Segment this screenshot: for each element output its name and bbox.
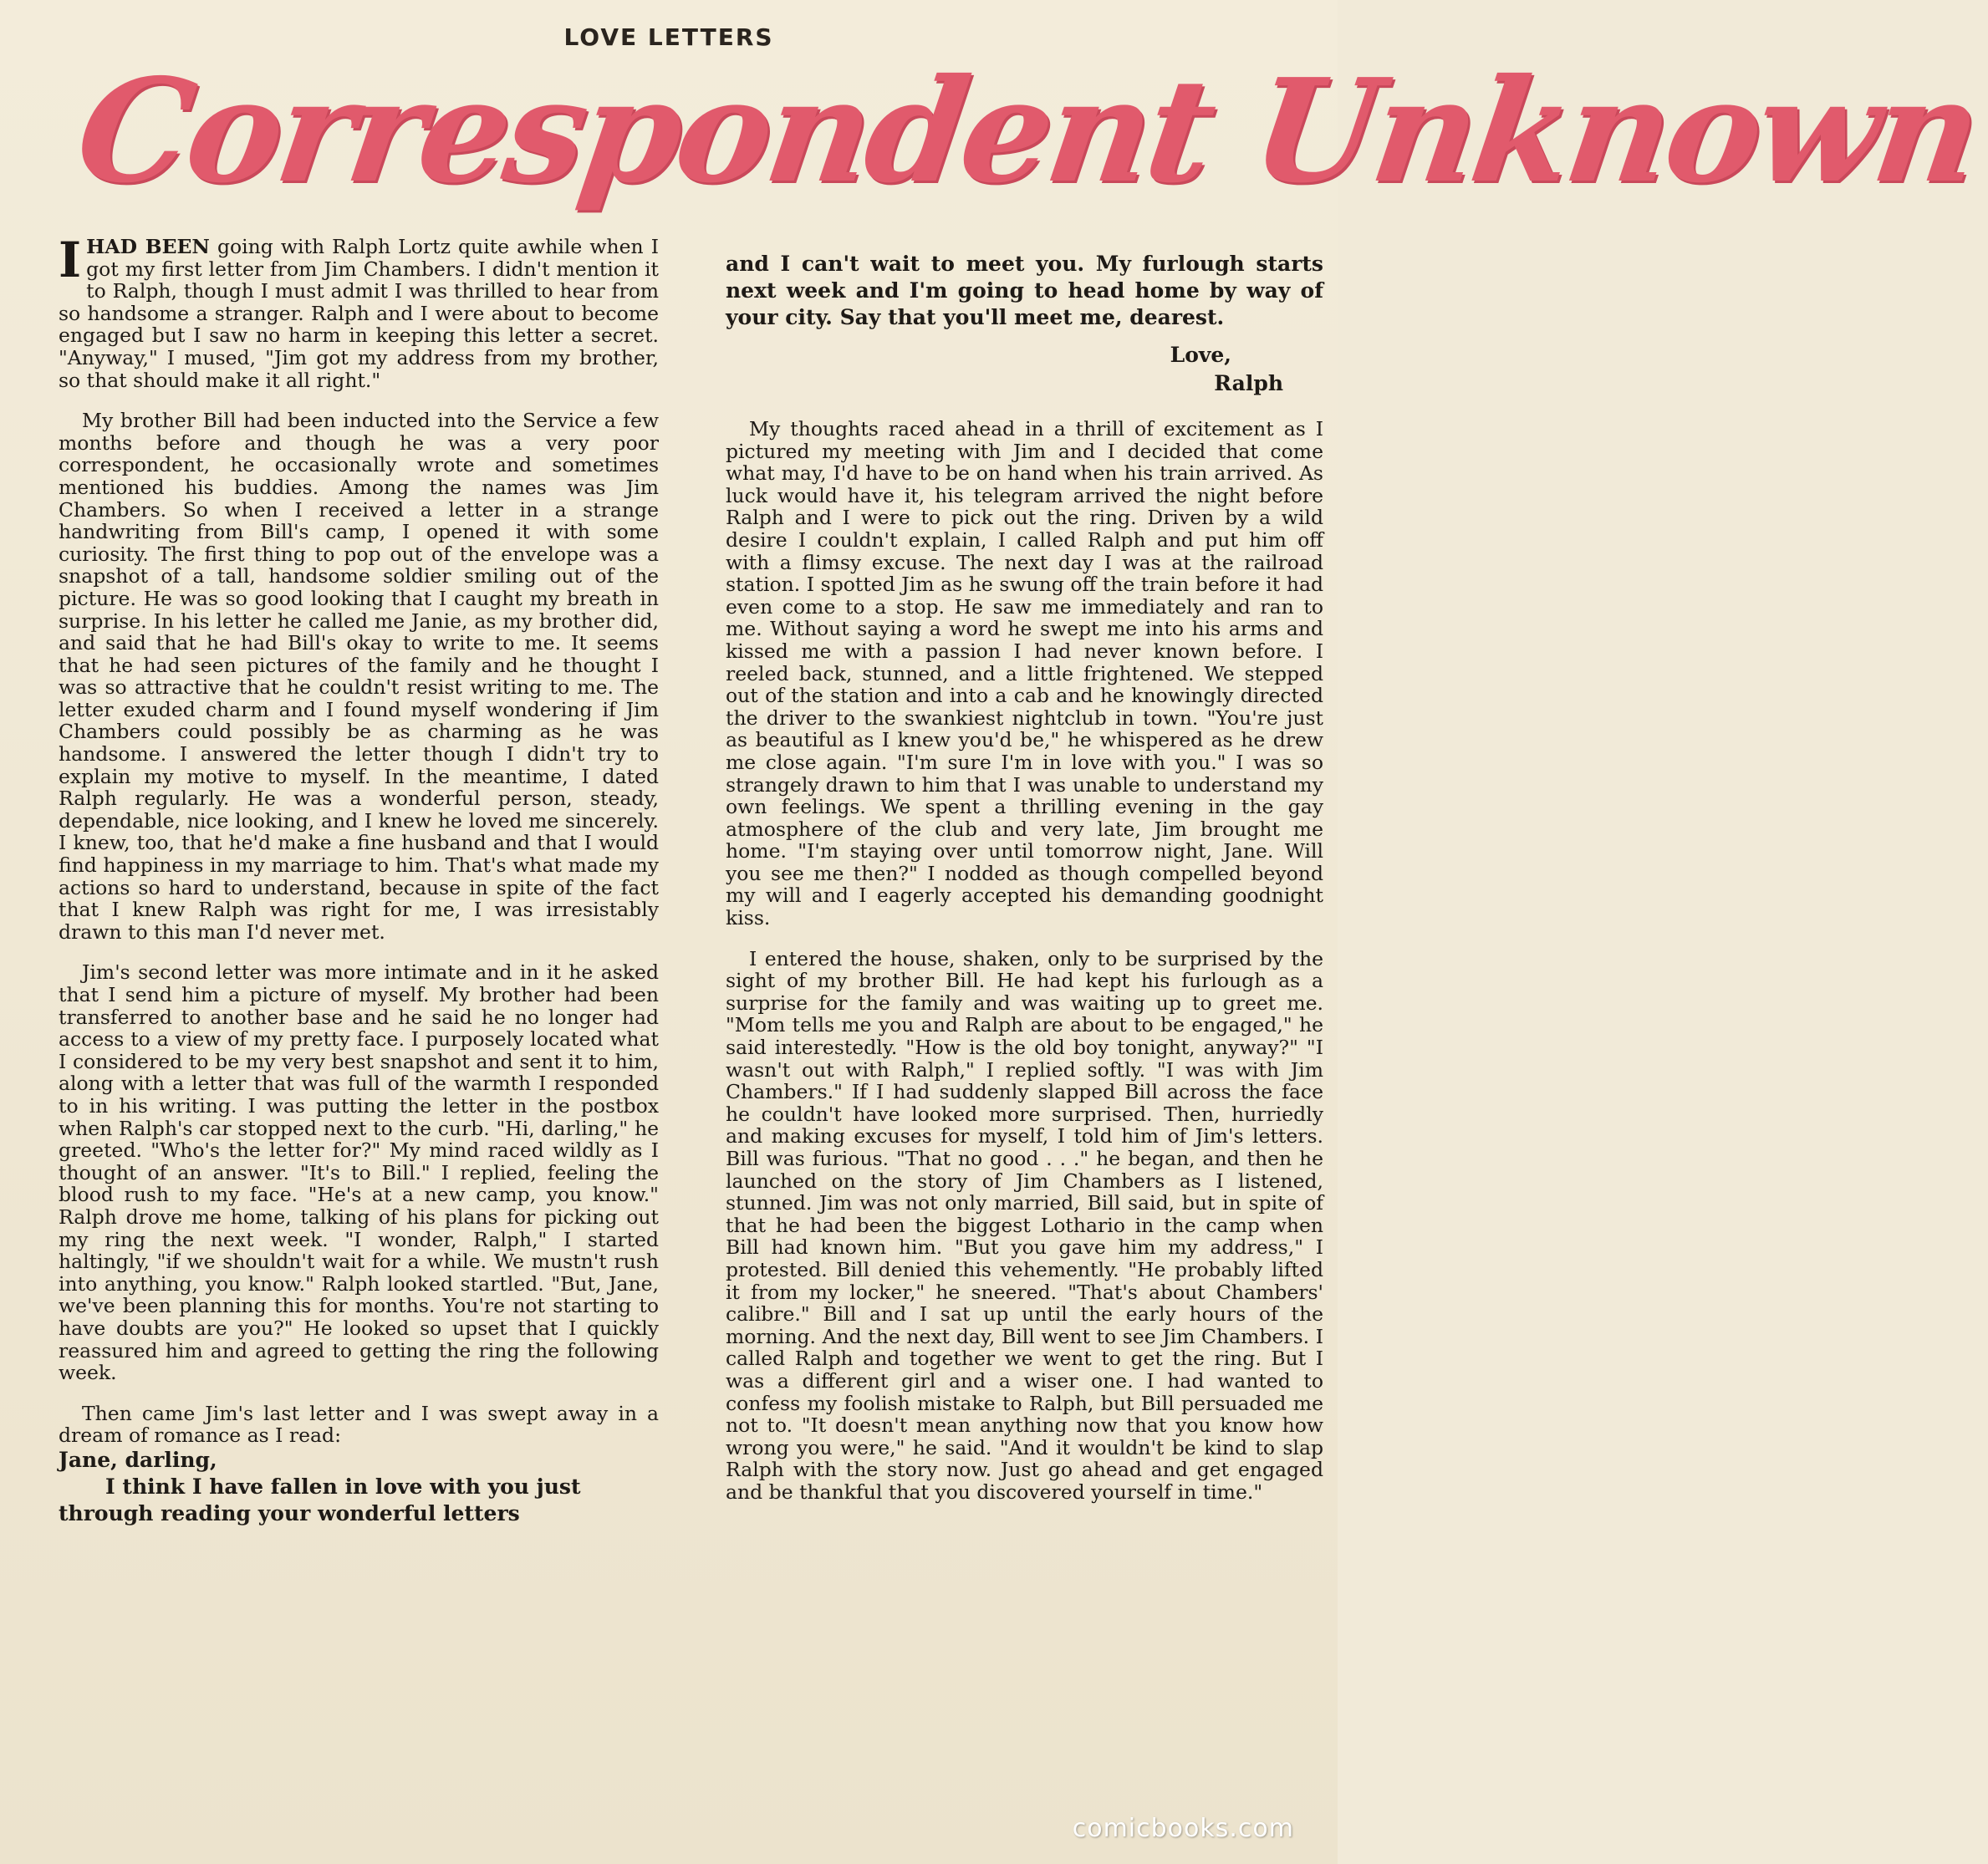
story-title: Correspondent Unknown xyxy=(68,48,1987,215)
paragraph-1-text: going with Ralph Lortz quite awhile when I got my first letter from Jim Chambers. I didn't mention it to Ralph, though I must admit I was thrilled to hear from so handsome a stranger. Ralph and I were about to become engaged but I saw no harm in keeping this letter a secret. "Anyway," I mused, "Jim got my address from my brother, so that should make it all right." xyxy=(59,235,659,392)
letter-excerpt-continued xyxy=(726,251,1323,398)
paragraph-4: Then came Jim's last letter and I was swept away in a dream of romance as I read: xyxy=(59,1401,659,1448)
left-column xyxy=(59,232,659,1527)
paragraph-6: I entered the house, shaken, only to be surprised by the sight of my brother Bill. He had kept his furlough as a surprise for the family and was waiting up to greet me. "Mom tells me you and Ralph are about to be engaged," he said interestedly. "How is the old boy tonight, anyway?" "I wasn't out with Ralph," I replied softly. "I was with Jim Chambers." If I had suddenly slapped Bill across the face he couldn't have looked more surprised. Then, hurriedly and making excuses for myself, I told him of Jim's letters. Bill was furious. "That no good . . ." he began, and then he launched on the story of Jim Chambers as I listened, stunned. Jim was not only married, Bill said, but in spite of that he had been the biggest Lothario in the camp when Bill had known him. "But you gave him my address," I protested. Bill denied this vehemently. "He probably lifted it from my locker," he sneered. "That's about Chambers' calibre." Bill and I sat up until the early hours of the morning. And the next day, Bill went to see Jim Chambers. I called Ralph and together we went to get the ring. But I was a different girl and a wiser one. I had wanted to confess my foolish mistake to Ralph, but Bill persuaded me not to. "It doesn't mean anything now that you know how wrong you were," he said. "And it wouldn't be kind to slap Ralph with the story now. Just go ahead and get engaged and be thankful that you discovered yourself in time." xyxy=(726,946,1323,1504)
right-column xyxy=(726,251,1323,1504)
drop-cap: I xyxy=(59,232,82,288)
section-label: LOVE LETTERS xyxy=(563,23,774,51)
letter-excerpt xyxy=(59,1447,659,1527)
paragraph-1 xyxy=(59,232,659,392)
signoff-name: Ralph xyxy=(1214,371,1283,395)
opening-words: HAD BEEN xyxy=(86,235,210,258)
letter-signoff xyxy=(726,341,1323,398)
paragraph-2: My brother Bill had been inducted into the Service a few months before and though he was a very poor correspondent, he occasionally wrote and sometimes mentioned his buddies. Among the names was Jim Chambers. So when I received a letter in a strange handwriting from Bill's camp, I opened it with some curiosity. The first thing to pop out of the envelope was a snapshot of a tall, handsome soldier smiling out of the picture. He was so good looking that I caught my breath in surprise. In his letter he called me Janie, as my brother did, and said that he had Bill's okay to write to me. It seems that he had seen pictures of the family and he thought I was so attractive that he couldn't resist writing to me. The letter exuded charm and I found myself wondering if Jim Chambers could possibly be as charming as he was handsome. I answered the letter though I didn't try to explain my motive to myself. In the meantime, I dated Ralph regularly. He was a wonderful person, steady, dependable, nice looking, and I knew he loved me sincerely. I knew, too, that he'd make a fine husband and that I would find happiness in my marriage to him. That's what made my actions so hard to understand, because in spite of the fact that I knew Ralph was right for me, I was irresistably drawn to this man I'd never met. xyxy=(59,409,659,944)
signoff-love: Love, xyxy=(1170,343,1231,367)
letter-greeting: Jane, darling, xyxy=(59,1447,217,1472)
paragraph-3: Jim's second letter was more intimate and in it he asked that I send him a picture of myself. My brother had been transferred to another base and he said he no longer had access to a view of my pretty face. I purposely located what I considered to be my very best snapshot and sent it to him, along with a letter that was full of the warmth I responded to in his writing. I was putting the letter in the postbox when Ralph's car stopped next to the curb. "Hi, darling," he greeted. "Who's the letter for?" My mind raced wildly as I thought of an answer. "It's to Bill." I replied, feeling the blood rush to my face. "He's at a new camp, you know." Ralph drove me home, talking of his plans for picking out my ring the next week. "I wonder, Ralph," I started haltingly, "if we shouldn't wait for a while. We mustn't rush into anything, you know." Ralph looked startled. "But, Jane, we've been planning this for months. You're not starting to have doubts are you?" He looked so upset that I quickly reassured him and agreed to getting the ring the following week. xyxy=(59,960,659,1385)
letter-body: I think I have fallen in love with you just through reading your wonderful letters xyxy=(59,1474,581,1525)
letter-continuation: and I can't wait to meet you. My furlough starts next week and I'm going to head home by way of your city. Say that you'll meet me, dearest. xyxy=(726,252,1323,329)
site-watermark: comicbooks.com xyxy=(1072,1814,1294,1843)
paragraph-5: My thoughts raced ahead in a thrill of excitement as I pictured my meeting with Jim and I decided that come what may, I'd have to be on hand when his train arrived. As luck would have it, his telegram arrived the night before Ralph and I were to pick out the ring. Driven by a wild desire I couldn't explain, I called Ralph and put him off with a flimsy excuse. The next day I was at the railroad station. I spotted Jim as he swung off the train before it had even come to a stop. He saw me immediately and ran to me. Without saying a word he swept me into his arms and kissed me with a passion I had never known before. I reeled back, stunned, and a little frightened. We stepped out of the station and into a cab and he knowingly directed the driver to the swankiest nightclub in town. "You're just as beautiful as I knew you'd be," he whispered as he drew me close again. "I'm sure I'm in love with you." I was so strangely drawn to him that I was unable to understand my own feelings. We spent a thrilling evening in the gay atmosphere of the club and very late, Jim brought me home. "I'm staying over until tomorrow night, Jane. Will you see me then?" I nodded as though compelled beyond my will and I eagerly accepted his demanding goodnight kiss. xyxy=(726,417,1323,930)
